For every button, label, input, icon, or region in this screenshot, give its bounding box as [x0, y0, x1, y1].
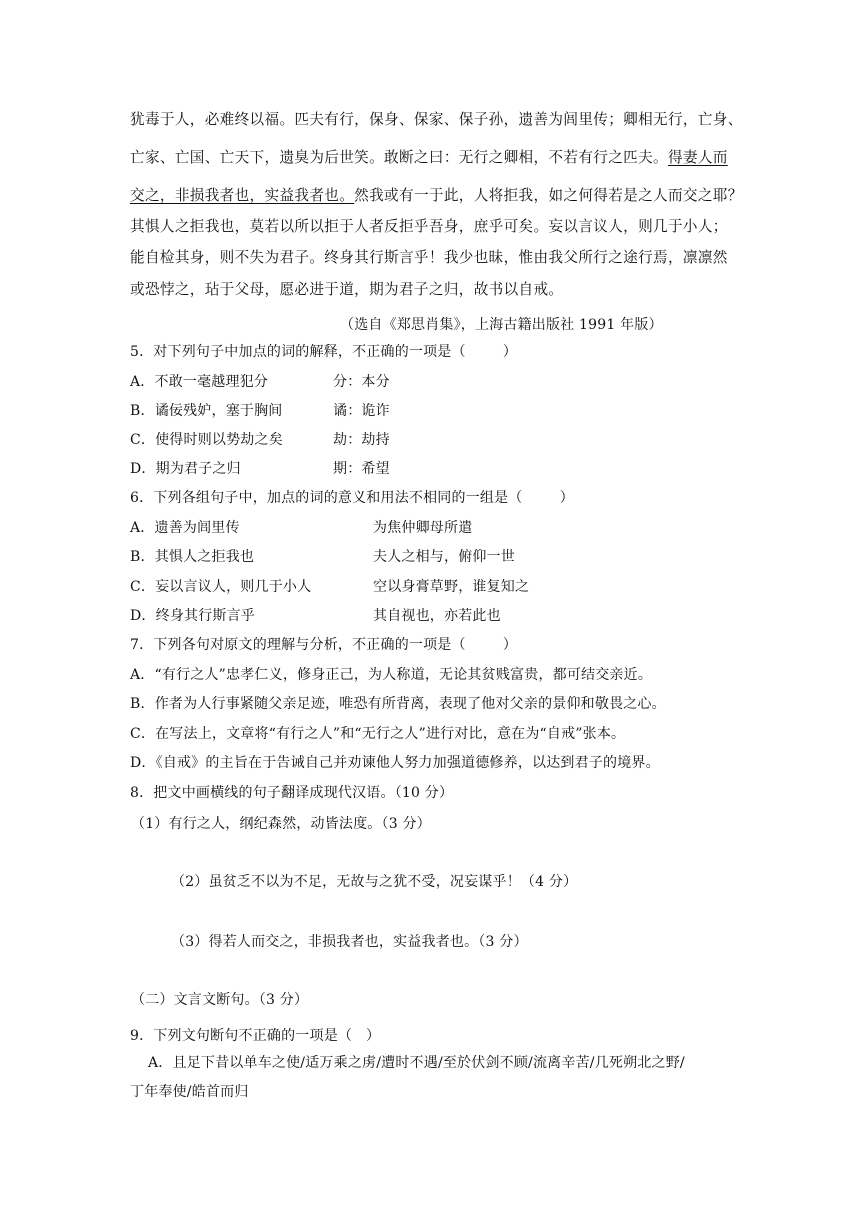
- passage-line-3-text: 然我或有一于此，人将拒我，如之何得若是之人而交之耶？: [354, 187, 743, 204]
- q6-option-a-right: 为焦仲卿母所遣: [373, 520, 473, 536]
- passage-line-2-text: 亡家、亡国、亡天下，遗臭为后世笑。敢断之曰：无行之卿相，不若有行之匹夫。: [130, 149, 668, 166]
- passage-source: （选自《郑思肖集》，上海古籍出版社 1991 年版）: [340, 317, 663, 333]
- passage-line-4: 其惧人之拒我也，莫若以所以拒于人者反拒乎吾身，庶乎可矣。妄以言议人，则几于小人；: [130, 218, 728, 235]
- q8-item-3: （3）得若人而交之，非损我者也，实益我者也。（3 分）: [171, 934, 528, 950]
- passage-line-6: 或恐悖之，玷于父母，愿必进于道，期为君子之归，故书以自戒。: [130, 281, 564, 298]
- q6-option-d-left: D．终身其行斯言乎: [130, 608, 256, 624]
- q6-option-d-right: 其自视也，亦若此也: [373, 608, 501, 624]
- q5-option-a-sentence: A．不敢一毫越理犯分: [130, 374, 269, 390]
- q5-stem: 5．对下列句子中加点的词的解释，不正确的一项是（ ）: [130, 344, 518, 360]
- q5-option-a-gloss: 分：本分: [333, 374, 390, 390]
- passage-line-3: [130, 186, 743, 206]
- q8-item-1: （1）有行之人，纲纪森然，动皆法度。（3 分）: [131, 816, 431, 832]
- q6-option-a-left: A．遗善为闾里传: [130, 520, 240, 536]
- q7-option-d: D．《自戒》的主旨在于告诫自己并劝谏他人努力加强道德修养，以达到君子的境界。: [130, 755, 660, 771]
- q6-option-b-left: B．其惧人之拒我也: [130, 549, 255, 565]
- passage-line-1: 犹毒于人，必难终以福。匹夫有行，保身、保家、保子孙，遗善为闾里传；卿相无行，亡身、: [130, 111, 743, 128]
- q9-option-a-line-1: A．且足下昔以单车之使/适万乘之虏/遭时不遇/至於伏剑不顾/流离辛苦/几死朔北之野/: [148, 1055, 685, 1071]
- underlined-sentence-end: 交之，非损我者也，实益我者也。: [130, 187, 355, 204]
- q5-option-b-sentence: B．谲佞残妒，塞于胸间: [130, 403, 283, 419]
- q7-option-c: C．在写法上，文章将“有行之人”和“无行之人”进行对比，意在为“自戒”张本。: [130, 726, 626, 742]
- q5-option-c-gloss: 劫：劫持: [333, 432, 390, 448]
- q5-option-d-gloss: 期：希望: [333, 461, 390, 477]
- q7-stem: 7．下列各句对原文的理解与分析，不正确的一项是（ ）: [130, 637, 518, 653]
- q6-option-c-right: 空以身膏草野，谁复知之: [373, 579, 530, 595]
- passage-line-5: 能自检其身，则不失为君子。终身其行斯言乎！我少也昧，惟由我父所行之途行焉，凛凛然: [130, 249, 728, 266]
- q6-option-c-left: C．妄以言议人，则几于小人: [130, 579, 312, 595]
- q6-stem: 6．下列各组句子中，加点的词的意义和用法不相同的一组是（ ）: [130, 490, 574, 506]
- q6-option-b-right: 夫人之相与，俯仰一世: [373, 549, 515, 565]
- section-2-heading: （二）文言文断句。（3 分）: [131, 992, 309, 1008]
- q5-option-b-gloss: 谲：诡诈: [333, 403, 390, 419]
- q8-item-2: （2）虽贫乏不以为不足，无故与之犹不受，况妄谋乎！（4 分）: [171, 874, 578, 890]
- q7-option-b: B．作者为人行事紧随父亲足迹，唯恐有所背离，表现了他对父亲的景仰和敬畏之心。: [130, 696, 666, 712]
- q9-option-a-line-2: 丁年奉使/皓首而归: [130, 1084, 249, 1100]
- q7-option-a: A．“有行之人”忠孝仁义，修身正己，为人称道，无论其贫贱富贵，都可结交亲近。: [130, 667, 653, 683]
- passage-line-2: [130, 148, 728, 168]
- q9-stem: 9．下列文句断句不正确的一项是（ ）: [130, 1028, 381, 1044]
- q5-option-d-sentence: D．期为君子之归: [130, 461, 241, 477]
- q5-option-c-sentence: C．使得时则以势劫之矣: [130, 432, 283, 448]
- q8-stem: 8．把文中画横线的句子翻译成现代汉语。（10 分）: [130, 785, 454, 801]
- underlined-sentence-start: 得妻人而: [667, 149, 728, 166]
